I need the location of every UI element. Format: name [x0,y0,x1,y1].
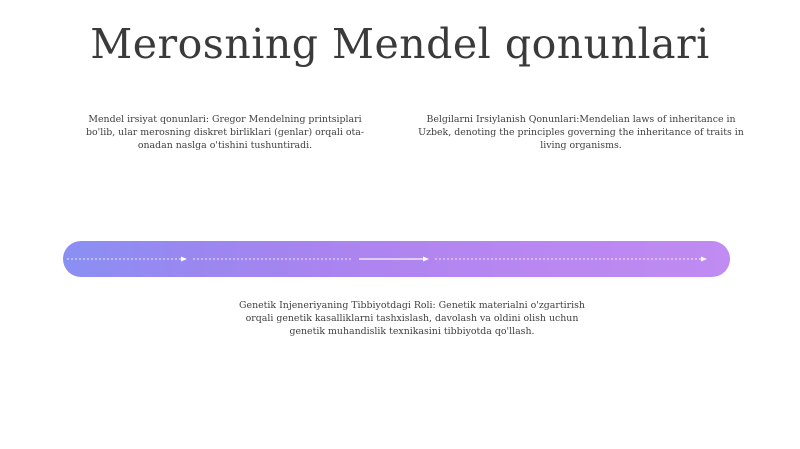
note-mendel-laws: Mendel irsiyat qonunlari: Gregor Mendelning printsiplari bo'lib, ular merosning diskret birliklari (genlar) orqali ota-onadan naslga o'tishini tushuntiradi. [86,114,364,151]
page-title: Merosning Mendel qonunlari [90,20,710,68]
arrow-right-icon [423,257,429,262]
note-inheritance-laws: Belgilarni Irsiylanish Qonunlari:Mendelian laws of inheritance in Uzbek, denoting the principles governing the inheritance of traits in living organisms. [418,114,744,151]
arrow-track [63,241,730,277]
timeline-bar [63,241,730,277]
arrow-right-icon [701,257,707,262]
arrow-right-icon [181,257,187,262]
note-genetic-engineering: Genetik Injeneriyaning Tibbiyotdagi Roli: Genetik materialni o'zgartirish orqali genetik kasalliklarni tashxislash, davolash va oldini olish uchun genetik muhandislik texnikasini tibbiyotda qo'llash. [239,300,585,337]
